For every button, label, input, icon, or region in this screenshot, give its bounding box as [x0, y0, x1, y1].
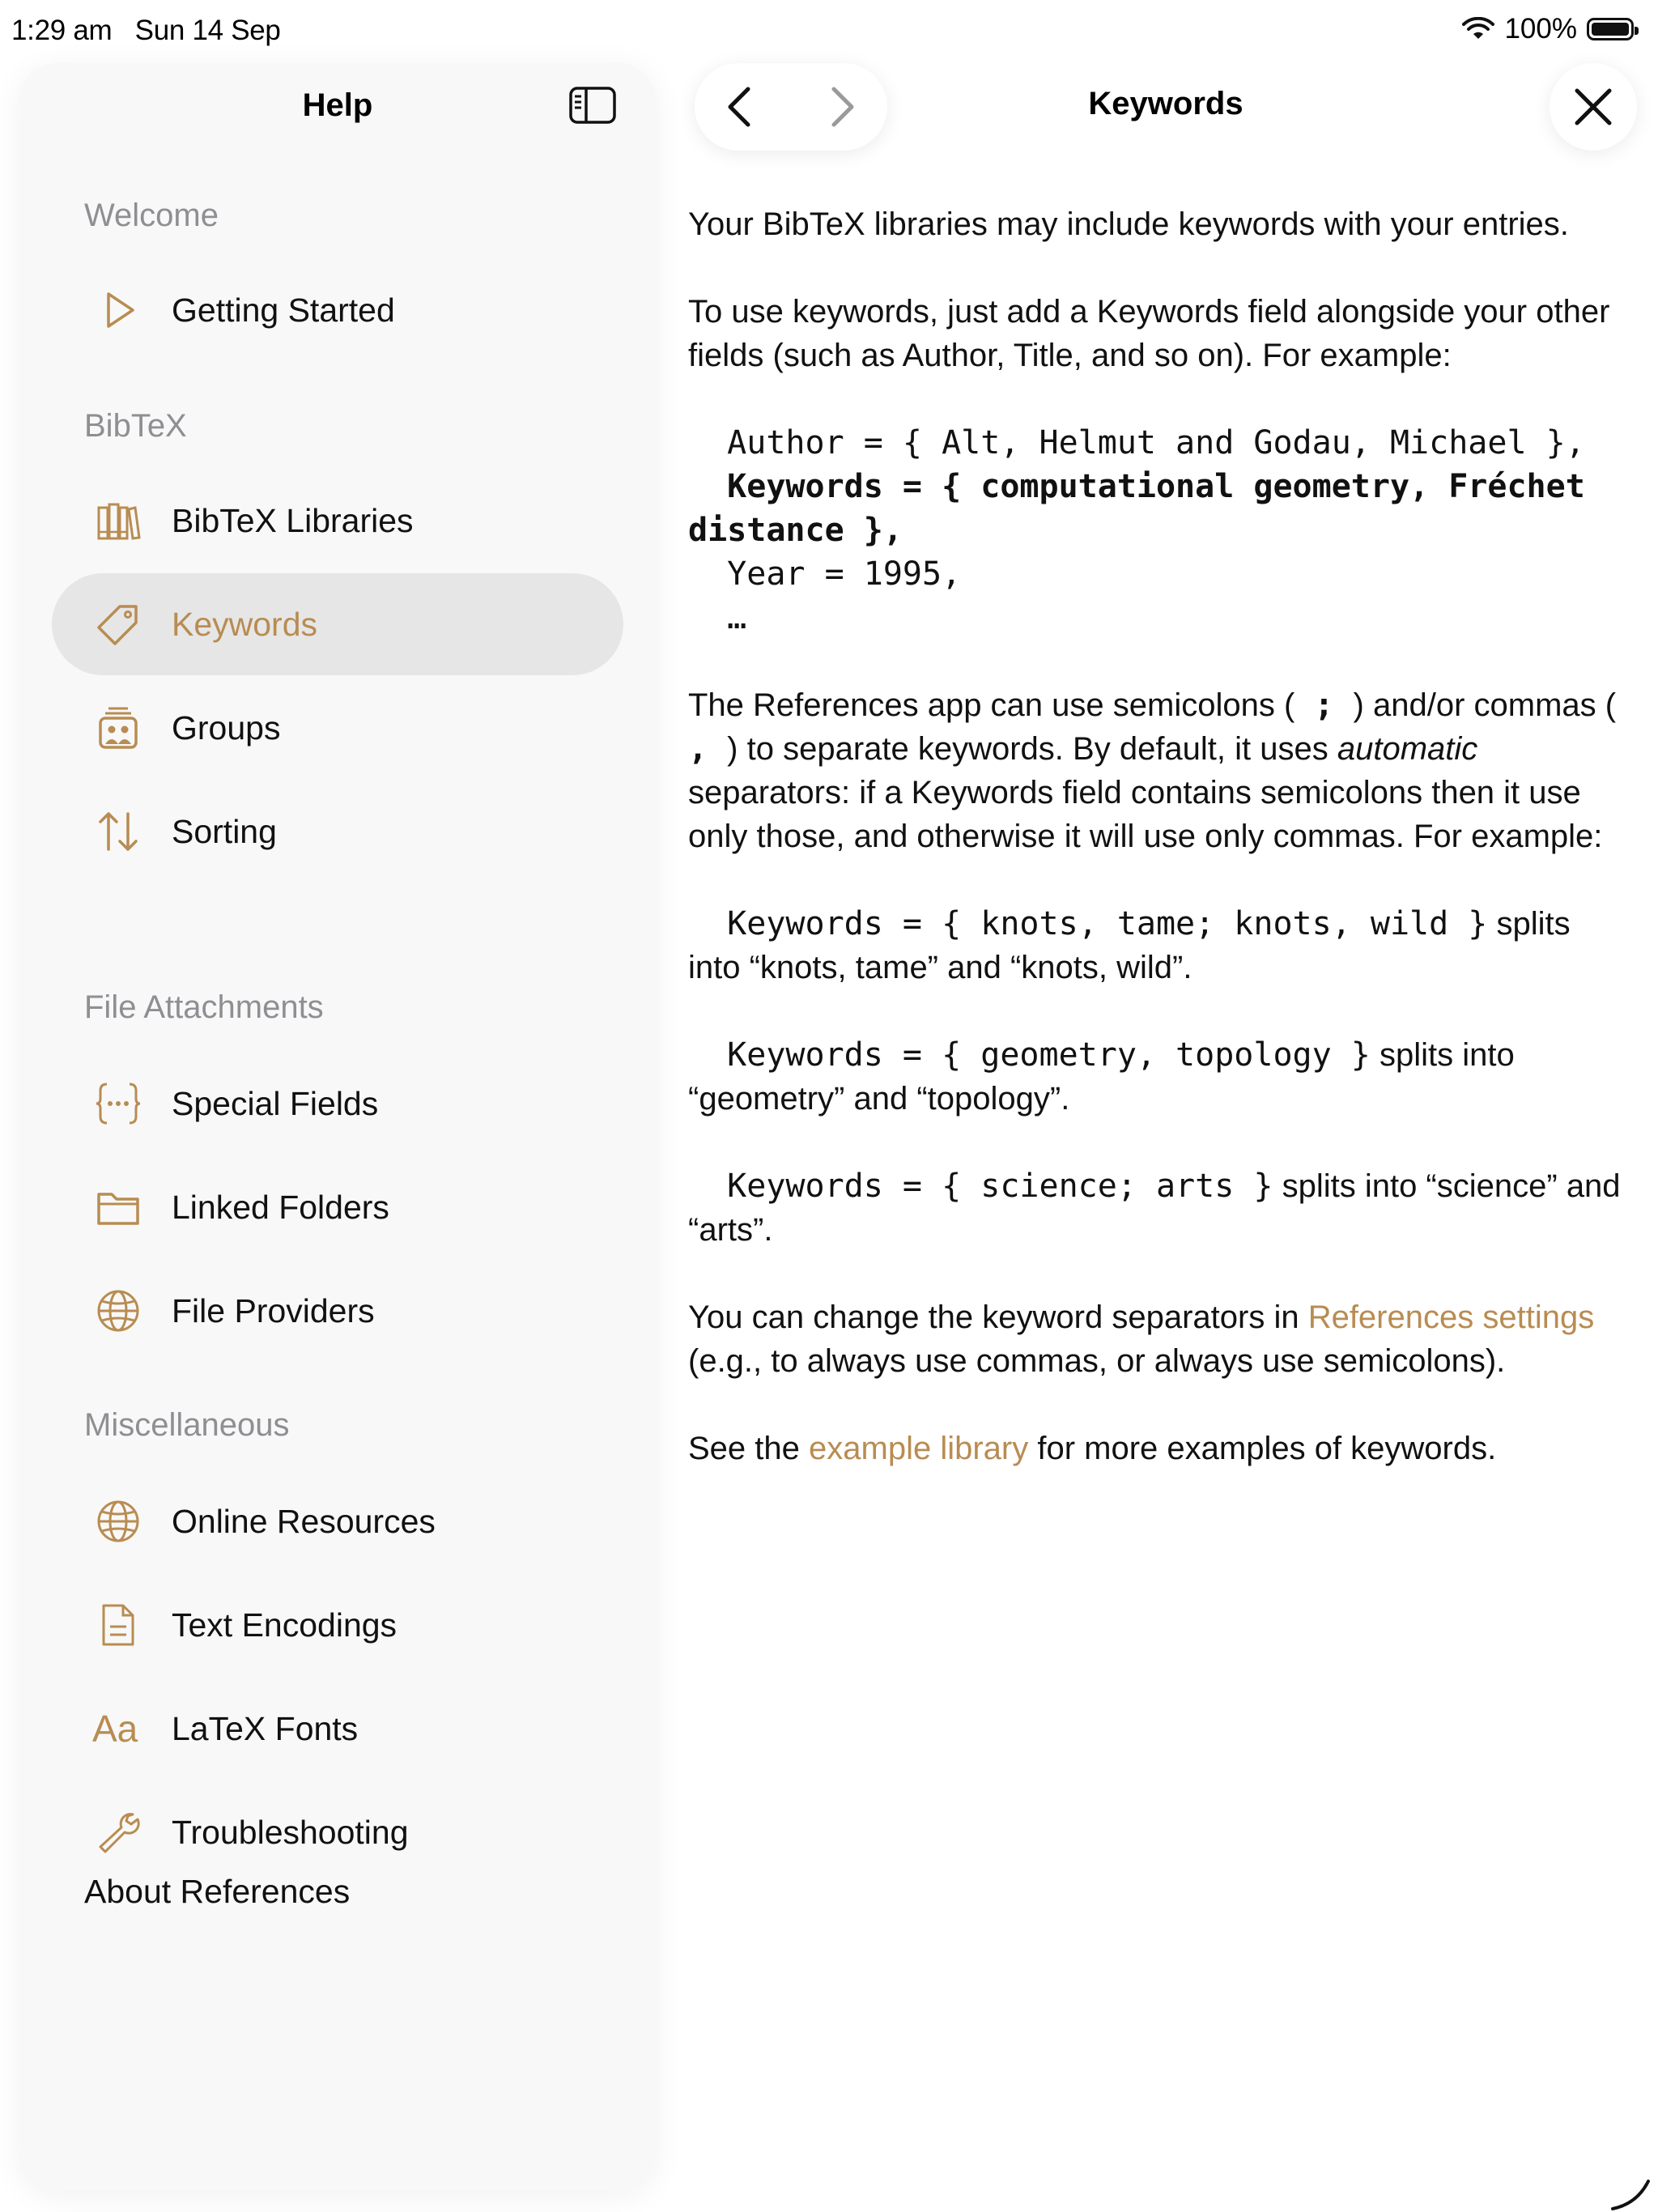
references-settings-link[interactable]: References settings [1307, 1300, 1595, 1335]
sidebar-item-troubleshooting[interactable] [52, 1781, 623, 1883]
sidebar-item-bibtex-libraries[interactable] [52, 470, 623, 572]
close-button[interactable] [1550, 63, 1637, 151]
curly-braces-icon [96, 1081, 141, 1126]
example-3: Keywords = { science; arts } splits into “science” and “arts”. [688, 1168, 1621, 1248]
separators-paragraph: The References app can use semicolons ( ; ) and/or commas ( , ) to separate keywords. By default, it uses automatic separators: if a Keywords field contains semicolons then it use only those, and otherwise it will use only commas. For example: [688, 687, 1617, 854]
books-icon [96, 498, 141, 543]
sidebar-item-linked-folders[interactable] [52, 1156, 623, 1258]
globe-icon [96, 1499, 141, 1544]
sidebar-item-groups[interactable] [52, 677, 623, 779]
sidebar-item-special-fields[interactable] [52, 1053, 623, 1155]
status-time: 1:29 am Sun 14 Sep [11, 15, 281, 46]
section-header-miscellaneous: Miscellaneous [84, 1407, 290, 1443]
example-library-link[interactable]: example library [809, 1431, 1029, 1466]
code-line-ellipsis: … [688, 599, 747, 636]
sidebar-item-label: Getting Started [172, 291, 395, 329]
battery-percent: 100% [1504, 13, 1577, 45]
section-header-file-attachments: File Attachments [84, 989, 324, 1025]
status-indicators [1462, 13, 1634, 45]
battery-icon [1587, 18, 1634, 40]
sidebar-item-label: Sorting [172, 812, 277, 850]
help-content [688, 202, 1627, 1514]
groups-icon [96, 705, 141, 751]
automatic-emphasis: automatic [1337, 731, 1478, 767]
tag-icon [96, 602, 141, 647]
sidebar-item-label: File Providers [172, 1291, 375, 1329]
sort-arrows-icon [96, 809, 141, 854]
sidebar-item-getting-started[interactable] [52, 259, 623, 361]
document-icon [96, 1602, 141, 1648]
code-example [688, 421, 1627, 640]
sidebar-item-label: Online Resources [172, 1502, 436, 1540]
sidebar-item-about[interactable]: About References [84, 1873, 351, 1910]
example-2: Keywords = { geometry, topology } splits into “geometry” and “topology”. [688, 1036, 1515, 1117]
font-icon: Aa [92, 1708, 138, 1750]
sidebar-item-label: Special Fields [172, 1084, 379, 1122]
resize-handle-icon [1605, 2163, 1653, 2212]
sidebar-item-latex-fonts[interactable] [52, 1678, 623, 1780]
sidebar-item-label: Groups [172, 708, 281, 747]
semicolon-code: ; [1295, 687, 1354, 724]
example-2-code: Keywords = { geometry, topology } [688, 1036, 1371, 1074]
history-navigation [695, 63, 887, 151]
sidebar-item-label: Troubleshooting [172, 1813, 409, 1851]
intro-paragraph: Your BibTeX libraries may include keywords with your entries. [688, 206, 1569, 242]
sidebar [19, 63, 656, 2191]
example-1: Keywords = { knots, tame; knots, wild } splits into “knots, tame” and “knots, wild”. [688, 905, 1571, 985]
sidebar-item-label: Keywords [172, 605, 318, 643]
code-line-year: Year = 1995, [688, 555, 962, 593]
sidebar-item-sorting[interactable] [52, 781, 623, 883]
folder-icon [96, 1185, 141, 1230]
example-3-code: Keywords = { science; arts } [688, 1168, 1273, 1205]
code-line-author: Author = { Alt, Helmut and Godau, Michael }, [688, 424, 1585, 462]
close-icon [1550, 63, 1637, 151]
sidebar-item-file-providers[interactable] [52, 1260, 623, 1362]
forward-chevron-icon[interactable] [816, 83, 865, 131]
sidebar-item-label: LaTeX Fonts [172, 1709, 359, 1747]
sidebar-item-label: Text Encodings [172, 1606, 397, 1644]
wrench-icon [96, 1810, 141, 1855]
sidebar-item-keywords[interactable] [52, 573, 623, 675]
play-icon [96, 287, 141, 333]
back-chevron-icon[interactable] [717, 83, 766, 131]
page-title: Keywords [1088, 86, 1244, 121]
sidebar-title: Help [302, 87, 373, 123]
code-line-keywords: Keywords = { computational geometry, Fréchet distance }, [688, 468, 1605, 549]
status-date: Sun 14 Sep [134, 15, 281, 46]
example-1-code: Keywords = { knots, tame; knots, wild } [688, 905, 1488, 942]
section-header-welcome: Welcome [84, 198, 219, 233]
sidebar-item-label: Linked Folders [172, 1188, 389, 1226]
globe-icon [96, 1288, 141, 1334]
sidebar-item-online-resources[interactable] [52, 1470, 623, 1572]
example-library-paragraph: See the example library for more examples of keywords. [688, 1431, 1497, 1466]
settings-paragraph: You can change the keyword separators in References settings (e.g., to always use commas, or always use semicolons). [688, 1300, 1595, 1379]
comma-code: , [688, 730, 728, 768]
usage-paragraph: To use keywords, just add a Keywords field alongside your other fields (such as Author, Title, and so on). For example: [688, 294, 1610, 373]
wifi-icon [1462, 17, 1494, 41]
sidebar-item-text-encodings[interactable] [52, 1574, 623, 1676]
section-header-bibtex: BibTeX [84, 408, 187, 444]
sidebar-item-label: BibTeX Libraries [172, 501, 414, 539]
sidebar-toggle-icon[interactable] [568, 86, 617, 125]
